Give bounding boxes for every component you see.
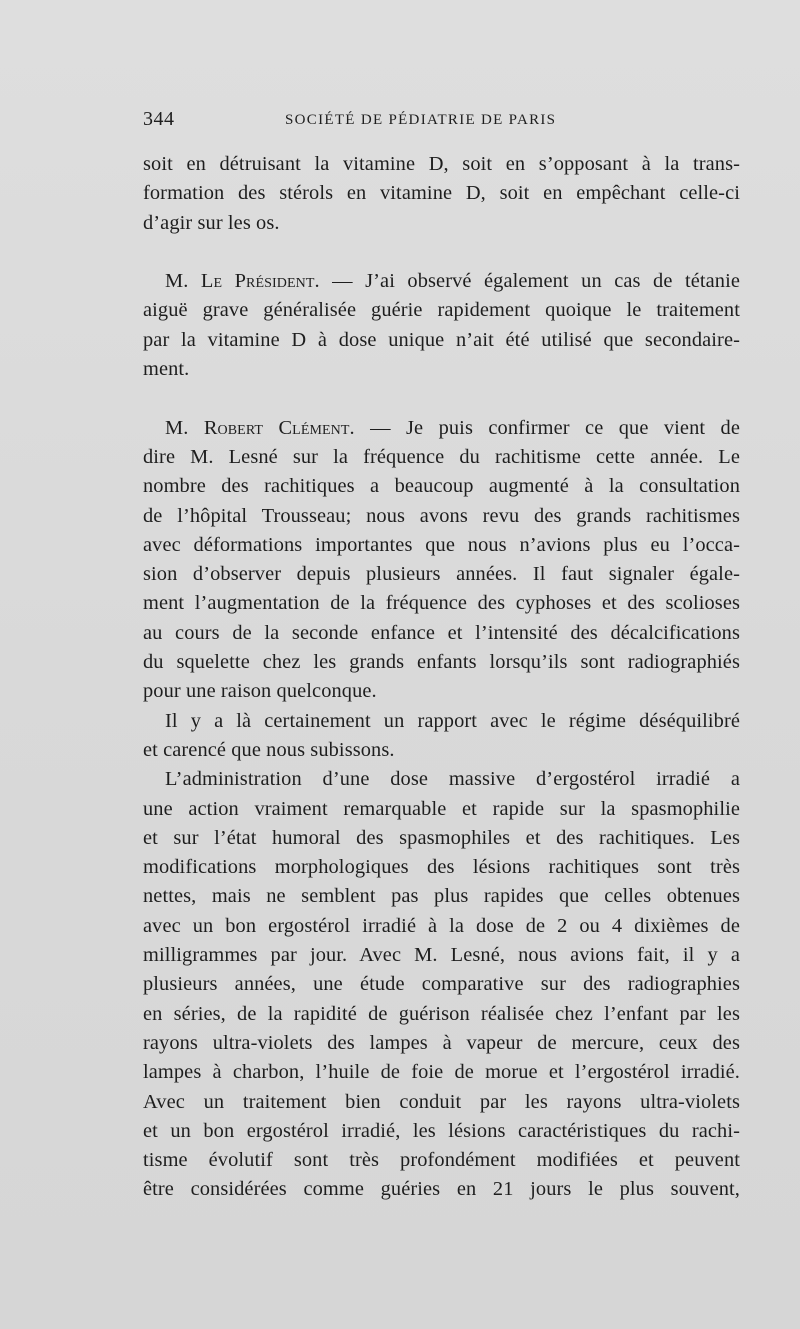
text-line: rayons ultra-violets des lampes à vapeur de mercure, ceux des <box>143 1031 740 1054</box>
speaker-prefix: M. <box>165 270 201 293</box>
text-line: Il y a là certainement un rapport avec le régime déséquilibré <box>165 709 740 732</box>
text-line: plusieurs années, une étude comparative sur des radiographies <box>143 973 740 996</box>
text-line: aiguë grave généralisée guérie rapidement quoique le traitement <box>143 299 740 322</box>
text-line: milligrammes par jour. Avec M. Lesné, nous avions fait, il y a <box>143 944 740 967</box>
text-line: formation des stérols en vitamine D, soit en empêchant celle-ci <box>143 182 740 205</box>
running-title: SOCIÉTÉ DE PÉDIATRIE DE PARIS <box>285 112 557 128</box>
paragraph-gap <box>143 238 740 267</box>
text-line: ment. <box>143 358 190 381</box>
text-line: pour une raison quelconque. <box>143 680 377 703</box>
page-number: 344 <box>143 108 175 130</box>
text-line: être considérées comme guéries en 21 jours le plus souvent, <box>143 1178 740 1201</box>
text-line: avec déformations importantes que nous n’avions plus eu l’occa- <box>143 533 740 556</box>
text-line: et carencé que nous subissons. <box>143 738 395 761</box>
speaker-name: Le Président. <box>200 270 320 293</box>
text-line: modifications morphologiques des lésions rachitiques sont très <box>143 856 740 879</box>
paragraph-gap <box>143 384 740 413</box>
text-line: lampes à charbon, l’huile de foie de morue et l’ergostérol irradié. <box>143 1061 740 1084</box>
text-line: au cours de la seconde enfance et l’intensité des décalcifications <box>143 621 740 644</box>
text-line: Avec un traitement bien conduit par les rayons ultra-violets <box>143 1090 740 1113</box>
speaker-prefix: M. <box>165 416 204 439</box>
page-header <box>143 108 740 134</box>
text-line: du squelette chez les grands enfants lorsqu’ils sont radiographiés <box>143 651 740 674</box>
text-line: soit en détruisant la vitamine D, soit en s’opposant à la trans- <box>143 153 740 175</box>
speaker-text: — Je puis confirmer ce que vient de <box>354 416 740 439</box>
text-line: sion d’observer depuis plusieurs années. Il faut signaler égale- <box>143 563 740 586</box>
speaker-name: Robert Clément. <box>203 416 355 439</box>
body-text <box>143 150 740 1205</box>
text-line: en séries, de la rapidité de guérison réalisée chez l’enfant par les <box>143 1002 740 1025</box>
text-line: et sur l’état humoral des spasmophiles et des rachitiques. Les <box>143 826 740 849</box>
text-line: nettes, mais ne semblent pas plus rapides que celles obtenues <box>143 885 740 908</box>
text-line: avec un bon ergostérol irradié à la dose de 2 ou 4 dixièmes de <box>143 914 740 937</box>
speaker-line <box>143 414 740 443</box>
speaker-text: — J’ai observé également un cas de tétanie <box>319 270 740 293</box>
text-line: nombre des rachitiques a beaucoup augmenté à la consultation <box>143 475 740 498</box>
text-line: de l’hôpital Trousseau; nous avons revu des grands rachitismes <box>143 504 740 527</box>
text-line: d’agir sur les os. <box>143 211 280 234</box>
text-line: tisme évolutif sont très profondément modifiées et peuvent <box>143 1149 740 1172</box>
speaker-line <box>143 267 740 296</box>
text-line: et un bon ergostérol irradié, les lésions caractéristiques du rachi- <box>143 1119 740 1142</box>
text-line: une action vraiment remarquable et rapide sur la spasmophilie <box>143 797 740 820</box>
text-line: ment l’augmentation de la fréquence des cyphoses et des scolioses <box>143 592 740 615</box>
text-line: par la vitamine D à dose unique n’ait été utilisé que secondaire- <box>143 328 740 351</box>
text-line: L’administration d’une dose massive d’ergostérol irradié a <box>165 768 740 791</box>
text-line: dire M. Lesné sur la fréquence du rachitisme cette année. Le <box>143 445 740 468</box>
